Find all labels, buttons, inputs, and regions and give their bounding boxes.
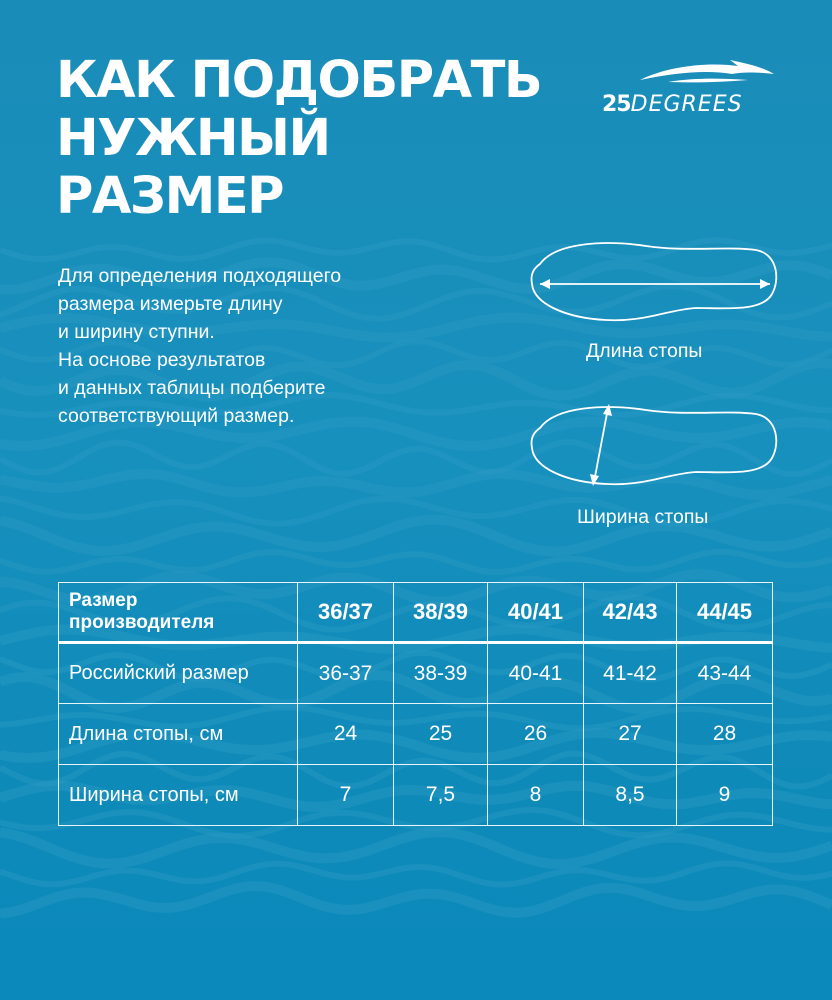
background-wave xyxy=(0,552,832,572)
table-cell: 43-44 xyxy=(677,643,773,704)
table-cell: 28 xyxy=(677,704,773,765)
table-cell: 9 xyxy=(677,765,773,826)
table-row xyxy=(59,643,773,704)
table-header-size: 42/43 xyxy=(584,583,677,643)
brand-name xyxy=(602,92,743,117)
intro-text xyxy=(58,262,458,430)
table-header-row xyxy=(59,583,773,643)
swimmer-logo-icon xyxy=(638,58,778,88)
foot-width-icon xyxy=(526,400,782,492)
title-line-2: НУЖНЫЙ xyxy=(56,109,330,168)
header-label-line: Размер xyxy=(69,590,138,611)
foot-width-label: Ширина стопы xyxy=(577,506,709,528)
table-header-label xyxy=(59,583,298,643)
background-wave xyxy=(0,832,832,864)
table-header-size: 36/37 xyxy=(298,583,394,643)
background-wave xyxy=(0,886,832,914)
foot-length-label: Длина стопы xyxy=(586,340,703,362)
title-line-1: КАК ПОДОБРАТЬ xyxy=(56,51,542,110)
row-label: Российский размер xyxy=(59,643,298,704)
table-cell: 8 xyxy=(488,765,584,826)
table-cell: 8,5 xyxy=(584,765,677,826)
table-cell: 25 xyxy=(394,704,488,765)
intro-line: соответствующий размер. xyxy=(58,405,295,427)
intro-line: На основе результатов xyxy=(58,349,266,371)
table-cell: 40-41 xyxy=(488,643,584,704)
row-label: Ширина стопы, см xyxy=(59,765,298,826)
brand-word: DEGREES xyxy=(630,92,743,117)
page-title xyxy=(56,52,541,226)
intro-line: размера измерьте длину xyxy=(58,293,283,315)
foot-length-icon xyxy=(526,236,782,328)
table-header-size: 38/39 xyxy=(394,583,488,643)
table-cell: 24 xyxy=(298,704,394,765)
row-label: Длина стопы, см xyxy=(59,704,298,765)
size-table xyxy=(58,582,773,826)
intro-line: и данных таблицы подберите xyxy=(58,377,326,399)
table-cell: 36-37 xyxy=(298,643,394,704)
table-header-size: 40/41 xyxy=(488,583,584,643)
brand-logo xyxy=(600,58,780,128)
title-line-3: РАЗМЕР xyxy=(56,167,284,226)
table-cell: 7 xyxy=(298,765,394,826)
table-row xyxy=(59,765,773,826)
intro-line: Для определения подходящего xyxy=(58,265,342,287)
brand-number: 25 xyxy=(602,92,631,117)
table-cell: 27 xyxy=(584,704,677,765)
table-cell: 7,5 xyxy=(394,765,488,826)
table-cell: 41-42 xyxy=(584,643,677,704)
table-row xyxy=(59,704,773,765)
intro-line: и ширину ступни. xyxy=(58,321,215,343)
table-cell: 26 xyxy=(488,704,584,765)
table-header-size: 44/45 xyxy=(677,583,773,643)
table-cell: 38-39 xyxy=(394,643,488,704)
header-label-line: производителя xyxy=(69,612,215,633)
